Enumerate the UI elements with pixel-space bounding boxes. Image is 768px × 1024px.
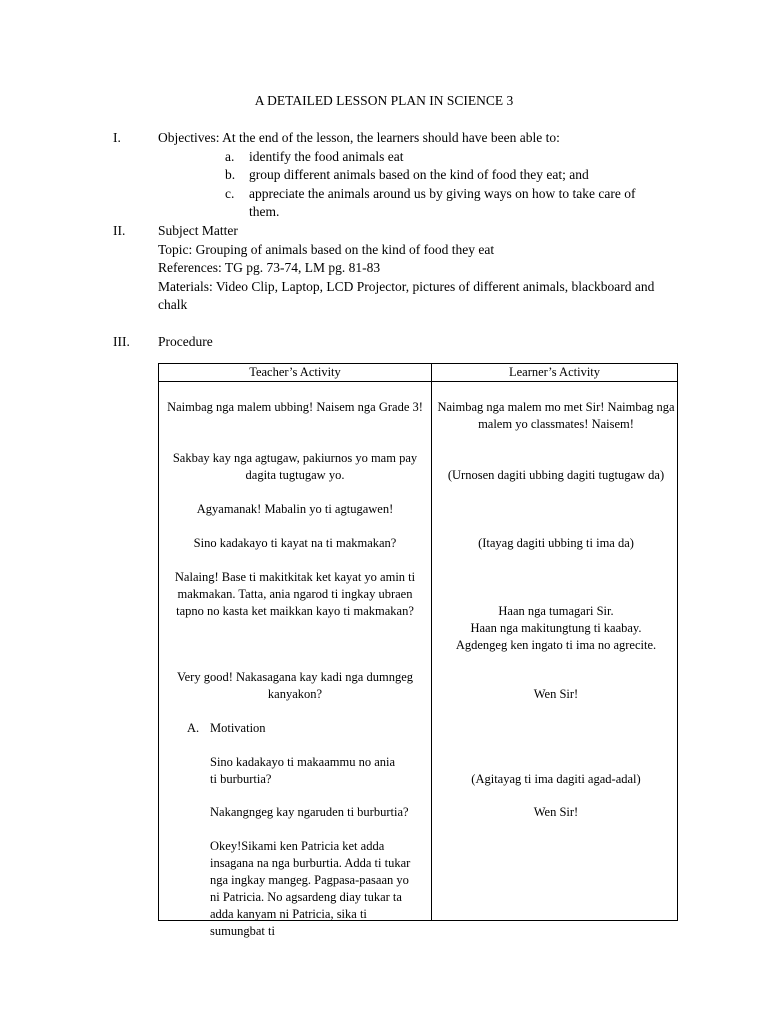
learner-line: (Itayag dagiti ubbing ti ima da) xyxy=(478,536,634,550)
objectives-body xyxy=(158,129,718,222)
objective-text: appreciate the animals around us by giving ways on how to take care of them. xyxy=(249,185,636,219)
learner-line: Wen Sir! xyxy=(533,687,579,701)
document-title: A DETAILED LESSON PLAN IN SCIENCE 3 xyxy=(254,93,514,108)
objective-marker: a. xyxy=(225,148,235,164)
learner-line: Naimbag nga malem mo met Sir! Naimbag nga malem yo classmates! Naisem! xyxy=(437,400,675,431)
references-line: References: TG pg. 73-74, LM pg. 81-83 xyxy=(158,260,381,275)
section-number: I. xyxy=(113,130,121,145)
objectives-intro: Objectives: At the end of the lesson, the learners should have been able to: xyxy=(158,130,560,145)
learner-line: Haan nga makitungtung ti kaabay. xyxy=(470,621,642,635)
topic-line: Topic: Grouping of animals based on the kind of food they eat xyxy=(158,241,495,257)
procedure-table xyxy=(158,363,678,938)
motivation-heading: Motivation xyxy=(210,721,266,735)
objectives-list xyxy=(158,148,718,222)
learner-line: (Agitayag ti ima dagiti agad-adal) xyxy=(471,772,641,786)
motivation-marker: A. xyxy=(187,721,200,735)
objective-marker: c. xyxy=(225,185,235,201)
teacher-line: Naimbag nga malem ubbing! Naisem nga Grade 3! xyxy=(167,400,423,414)
objective-text: identify the food animals eat xyxy=(249,148,404,164)
table-header-row xyxy=(159,364,678,382)
teacher-line: Sakbay kay nga agtugaw, pakiurnos yo mam pay dagita tugtugaw yo. xyxy=(172,451,418,482)
subject-matter-heading: Subject Matter xyxy=(158,223,238,238)
learner-line: (Urnosen dagiti ubbing dagiti tugtugaw da) xyxy=(447,468,665,482)
table-row xyxy=(159,382,678,921)
learner-line: Haan nga tumagari Sir. xyxy=(498,604,614,618)
teacher-line: Nakangngeg kay ngaruden ti burburtia? xyxy=(210,805,409,819)
objective-marker: b. xyxy=(225,167,236,182)
learner-activity-header: Learner’s Activity xyxy=(432,364,678,382)
section-number: III. xyxy=(113,334,130,349)
objective-item xyxy=(158,185,649,222)
learner-activity-cell xyxy=(432,382,678,921)
teacher-line: Okey!Sikami ken Patricia ket adda insagana na nga burburtia. Adda ti tukar nga ingkay mangeg. Pagpasa-pasaan yo ni Patricia. No agsardeng diay tukar ta adda kanyam ni Patricia, sika ti sumungbat ti xyxy=(210,839,411,938)
teacher-line: Very good! Nakasagana kay kadi nga dumngeg kanyakon? xyxy=(176,670,414,701)
section-number: II. xyxy=(113,223,126,238)
teacher-line: Sino kadakayo ti kayat na ti makmakan? xyxy=(193,536,397,550)
objective-item xyxy=(158,166,718,185)
teacher-line: Nalaing! Base ti makitkitak ket kayat yo amin ti makmakan. Tatta, ania ngarod ti ingkay ubraen tapno no kasta ket maikkan kayo ti makmakan? xyxy=(174,570,416,618)
learner-line: Agdengeg ken ingato ti ima no agrecite. xyxy=(455,638,657,652)
subject-matter-body xyxy=(158,222,678,315)
objective-item xyxy=(158,148,718,167)
objective-text: group different animals based on the kind of food they eat; and xyxy=(249,167,589,182)
teacher-line: Agyamanak! Mabalin yo ti agtugawen! xyxy=(196,502,394,516)
learner-line: Wen Sir! xyxy=(533,805,579,819)
teacher-activity-header: Teacher’s Activity xyxy=(159,364,432,382)
materials-line: Materials: Video Clip, Laptop, LCD Projector, pictures of different animals, blackboard and chalk xyxy=(158,278,655,312)
procedure-heading: Procedure xyxy=(158,334,213,349)
teacher-activity-cell xyxy=(159,382,432,938)
teacher-line: Sino kadakayo ti makaammu no ania ti burburtia? xyxy=(210,755,396,786)
